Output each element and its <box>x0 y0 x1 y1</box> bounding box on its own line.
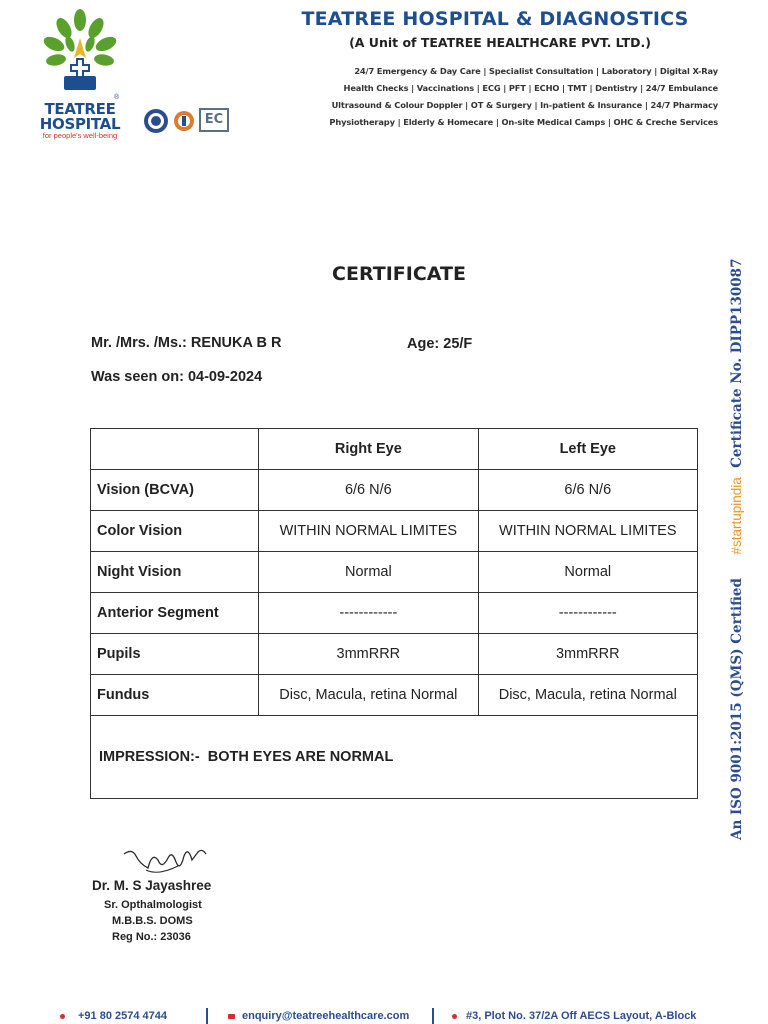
doctor-name: Dr. M. S Jayashree <box>92 878 212 893</box>
dipp-certificate-text: Certificate No. DIPP130087 <box>729 258 745 468</box>
row-label: Pupils <box>91 634 259 675</box>
left-eye-value: 6/6 N/6 <box>478 470 697 511</box>
left-eye-value: ------------ <box>478 593 697 634</box>
table-row <box>91 552 698 593</box>
right-eye-value: Disc, Macula, retina Normal <box>259 675 478 716</box>
services-line-2: Health Checks | Vaccinations | ECG | PFT | ECHO | TMT | Dentistry | 24/7 Embulance <box>343 83 718 93</box>
phone-dot-icon <box>60 1014 65 1019</box>
certificate-title: CERTIFICATE <box>332 263 466 285</box>
footer <box>0 1008 768 1024</box>
table-header-row <box>91 429 698 470</box>
header-cell-empty <box>91 429 259 470</box>
row-label: Fundus <box>91 675 259 716</box>
patient-name: RENUKA B R <box>190 335 282 351</box>
seen-label: Was seen on: <box>91 369 184 385</box>
doctor-signature <box>118 842 218 882</box>
left-eye-value: WITHIN NORMAL LIMITES <box>478 511 697 552</box>
left-eye-value: Disc, Macula, retina Normal <box>478 675 697 716</box>
eye-exam-table <box>90 428 698 799</box>
table-row <box>91 593 698 634</box>
location-icon <box>452 1014 457 1019</box>
startup-india-text: #startupindia <box>729 477 744 555</box>
ec-badge <box>199 108 229 132</box>
right-eye-value: Normal <box>259 552 478 593</box>
table-row <box>91 470 698 511</box>
logo-tagline: for people's well-being <box>42 131 118 140</box>
doctor-reg-number: Reg No.: 23036 <box>112 931 191 943</box>
registered-mark: ® <box>114 94 120 101</box>
footer-phone[interactable]: +91 80 2574 4744 <box>78 1010 168 1022</box>
impression-cell <box>91 716 698 799</box>
table-row <box>91 634 698 675</box>
footer-email[interactable]: enquiry@teatreehealthcare.com <box>242 1010 410 1022</box>
age-line <box>407 336 472 352</box>
doctor-designation: Sr. Opthalmologist <box>104 899 202 911</box>
nabh-badge-icon <box>173 108 195 134</box>
table-row <box>91 511 698 552</box>
right-eye-value: WITHIN NORMAL LIMITES <box>259 511 478 552</box>
seen-date: 04-09-2024 <box>187 369 263 385</box>
ec-badge-text: EC <box>204 112 224 127</box>
footer-divider <box>432 1008 434 1024</box>
email-icon <box>228 1014 235 1019</box>
logo-name-line1: TEATREE <box>44 100 116 118</box>
services-line-3: Ultrasound & Colour Doppler | OT & Surgery | In-patient & Insurance | 24/7 Pharmacy <box>331 100 718 110</box>
right-eye-value: 6/6 N/6 <box>259 470 478 511</box>
header-left-eye: Left Eye <box>478 429 697 470</box>
table-row <box>91 675 698 716</box>
impression-value: BOTH EYES ARE NORMAL <box>207 749 394 765</box>
footer-address: #3, Plot No. 37/2A Off AECS Layout, A-Block <box>466 1010 697 1022</box>
footer-divider <box>206 1008 208 1024</box>
row-label: Anterior Segment <box>91 593 259 634</box>
patient-label: Mr. /Mrs. /Ms.: <box>91 335 187 351</box>
services-line-1: 24/7 Emergency & Day Care | Specialist Consultation | Laboratory | Digital X-Ray <box>354 66 718 76</box>
header-right-eye: Right Eye <box>259 429 478 470</box>
iso-badge-icon <box>143 108 169 134</box>
patient-line <box>91 335 281 351</box>
row-label: Vision (BCVA) <box>91 470 259 511</box>
impression-label: IMPRESSION:- <box>99 749 200 765</box>
row-label: Color Vision <box>91 511 259 552</box>
accreditation-badges <box>143 108 238 136</box>
org-name: TEATREE HOSPITAL & DIAGNOSTICS <box>301 8 689 30</box>
left-eye-value: Normal <box>478 552 697 593</box>
logo-name-line2: HOSPITAL <box>39 115 121 133</box>
org-subtitle: (A Unit of TEATREE HEALTHCARE PVT. LTD.) <box>349 35 651 50</box>
services-line-4: Physiotherapy | Elderly & Homecare | On-site Medical Camps | OHC & Creche Services <box>329 117 718 127</box>
doctor-qualification: M.B.B.S. DOMS <box>112 915 193 927</box>
hospital-logo <box>30 8 130 138</box>
right-eye-value: ------------ <box>259 593 478 634</box>
iso-certified-text: An ISO 9001:2015 (QMS) Certified <box>729 578 745 840</box>
age-value: 25/F <box>443 336 473 352</box>
age-label: Age: <box>407 336 440 352</box>
impression-row <box>91 716 698 799</box>
seen-line <box>91 369 262 385</box>
left-eye-value: 3mmRRR <box>478 634 697 675</box>
row-label: Night Vision <box>91 552 259 593</box>
right-eye-value: 3mmRRR <box>259 634 478 675</box>
tree-logo-icon <box>34 8 126 100</box>
iso-certification-side-text <box>727 258 747 840</box>
